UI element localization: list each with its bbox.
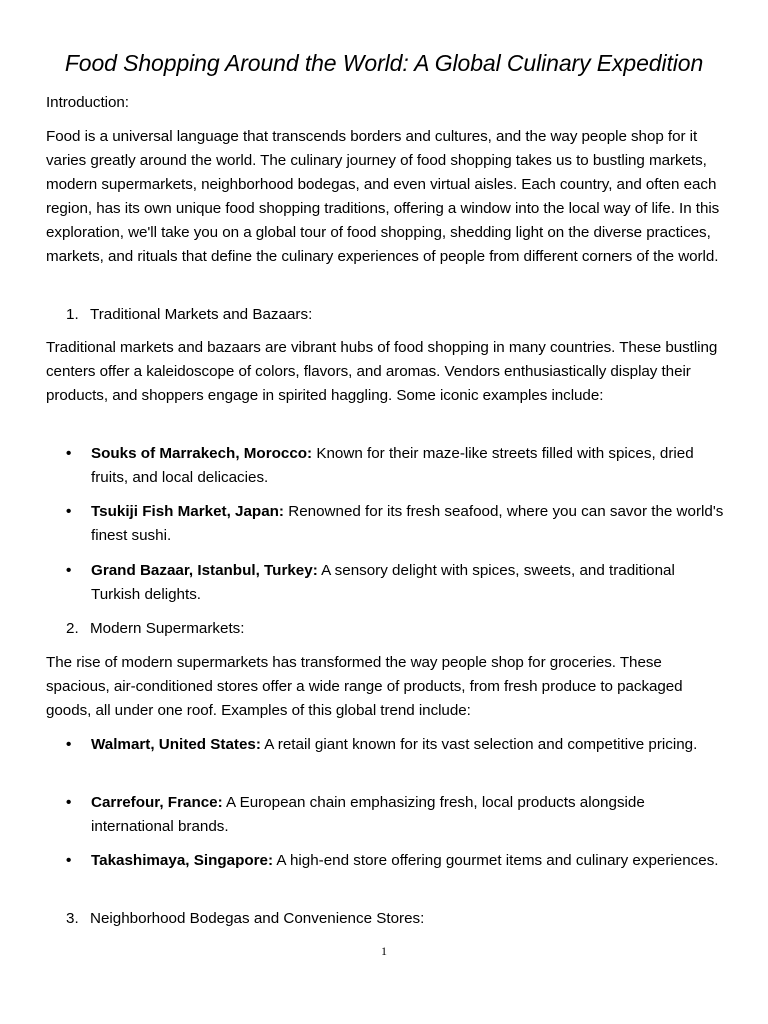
section-heading-text: Modern Supermarkets: — [90, 620, 245, 637]
list-item — [66, 791, 726, 839]
section-heading-1 — [66, 303, 312, 327]
section-number: 3. — [66, 910, 79, 927]
section-paragraph-1: Traditional markets and bazaars are vibrant hubs of food shopping in many countries. These bustling centers offer a kaleidoscope of colors, flavors, and aromas. Vendors enthusiastically display their products, and shoppers engage in spirited haggling. Some iconic examples include: — [46, 339, 718, 404]
intro-paragraph: Food is a universal language that transcends borders and cultures, and the way people shop for it varies greatly around the world. The culinary journey of food shopping takes us to bustling markets, modern supermarkets, neighborhood bodegas, and even virtual aisles. Each country, and often each region, has its own unique food shopping traditions, offering a window into the local way of life. In this exploration, we'll take you on a global tour of food shopping, shedding light on the diverse practices, markets, and rituals that define the culinary experiences of people from different corners of the world. — [46, 128, 720, 265]
section-heading-text: Neighborhood Bodegas and Convenience Stores: — [90, 910, 425, 927]
list-item-text: A retail giant known for its vast selection and competitive pricing. — [260, 736, 698, 753]
section-paragraph-2: The rise of modern supermarkets has transformed the way people shop for groceries. These spacious, air-conditioned stores offer a wide range of products, from fresh produce to packaged goods, all under one roof. Examples of this global trend include: — [46, 654, 683, 719]
bullet-icon: • — [66, 562, 72, 579]
list-item — [66, 559, 726, 607]
list-item — [66, 849, 726, 873]
list-item-text: Known for their maze-like streets filled with spices, dried fruits, and local delicacies. — [91, 445, 694, 486]
section-number: 2. — [66, 620, 79, 637]
section-number: 1. — [66, 306, 79, 323]
list-item — [66, 500, 726, 548]
bullet-icon: • — [66, 852, 72, 869]
section-heading-2 — [66, 617, 244, 641]
list-item — [66, 733, 726, 757]
list-item-term: Grand Bazaar, Istanbul, Turkey: — [91, 562, 318, 579]
bullet-icon: • — [66, 445, 72, 462]
list-item-text: A high-end store offering gourmet items and culinary experiences. — [273, 852, 719, 869]
section-heading-text: Traditional Markets and Bazaars: — [90, 306, 313, 323]
bullet-icon: • — [66, 503, 72, 520]
intro-label: Introduction: — [46, 94, 129, 111]
list-item-text: A sensory delight with spices, sweets, and traditional Turkish delights. — [91, 562, 675, 603]
list-item-text: Renowned for its fresh seafood, where you can savor the world's finest sushi. — [91, 503, 724, 544]
list-item-text: A European chain emphasizing fresh, local products alongside international brands. — [91, 794, 645, 835]
section-heading-3 — [66, 907, 424, 931]
bullet-icon: • — [66, 794, 72, 811]
document-title: Food Shopping Around the World: A Global Culinary Expedition — [64, 50, 704, 76]
list-item-term: Takashimaya, Singapore: — [91, 852, 274, 869]
list-item-term: Carrefour, France: — [91, 794, 223, 811]
list-item-term: Souks of Marrakech, Morocco: — [91, 445, 313, 462]
bullet-icon: • — [66, 736, 72, 753]
list-item — [66, 442, 726, 490]
list-item-term: Tsukiji Fish Market, Japan: — [91, 503, 284, 520]
list-item-term: Walmart, United States: — [91, 736, 261, 753]
page-number: 1 — [381, 944, 387, 958]
